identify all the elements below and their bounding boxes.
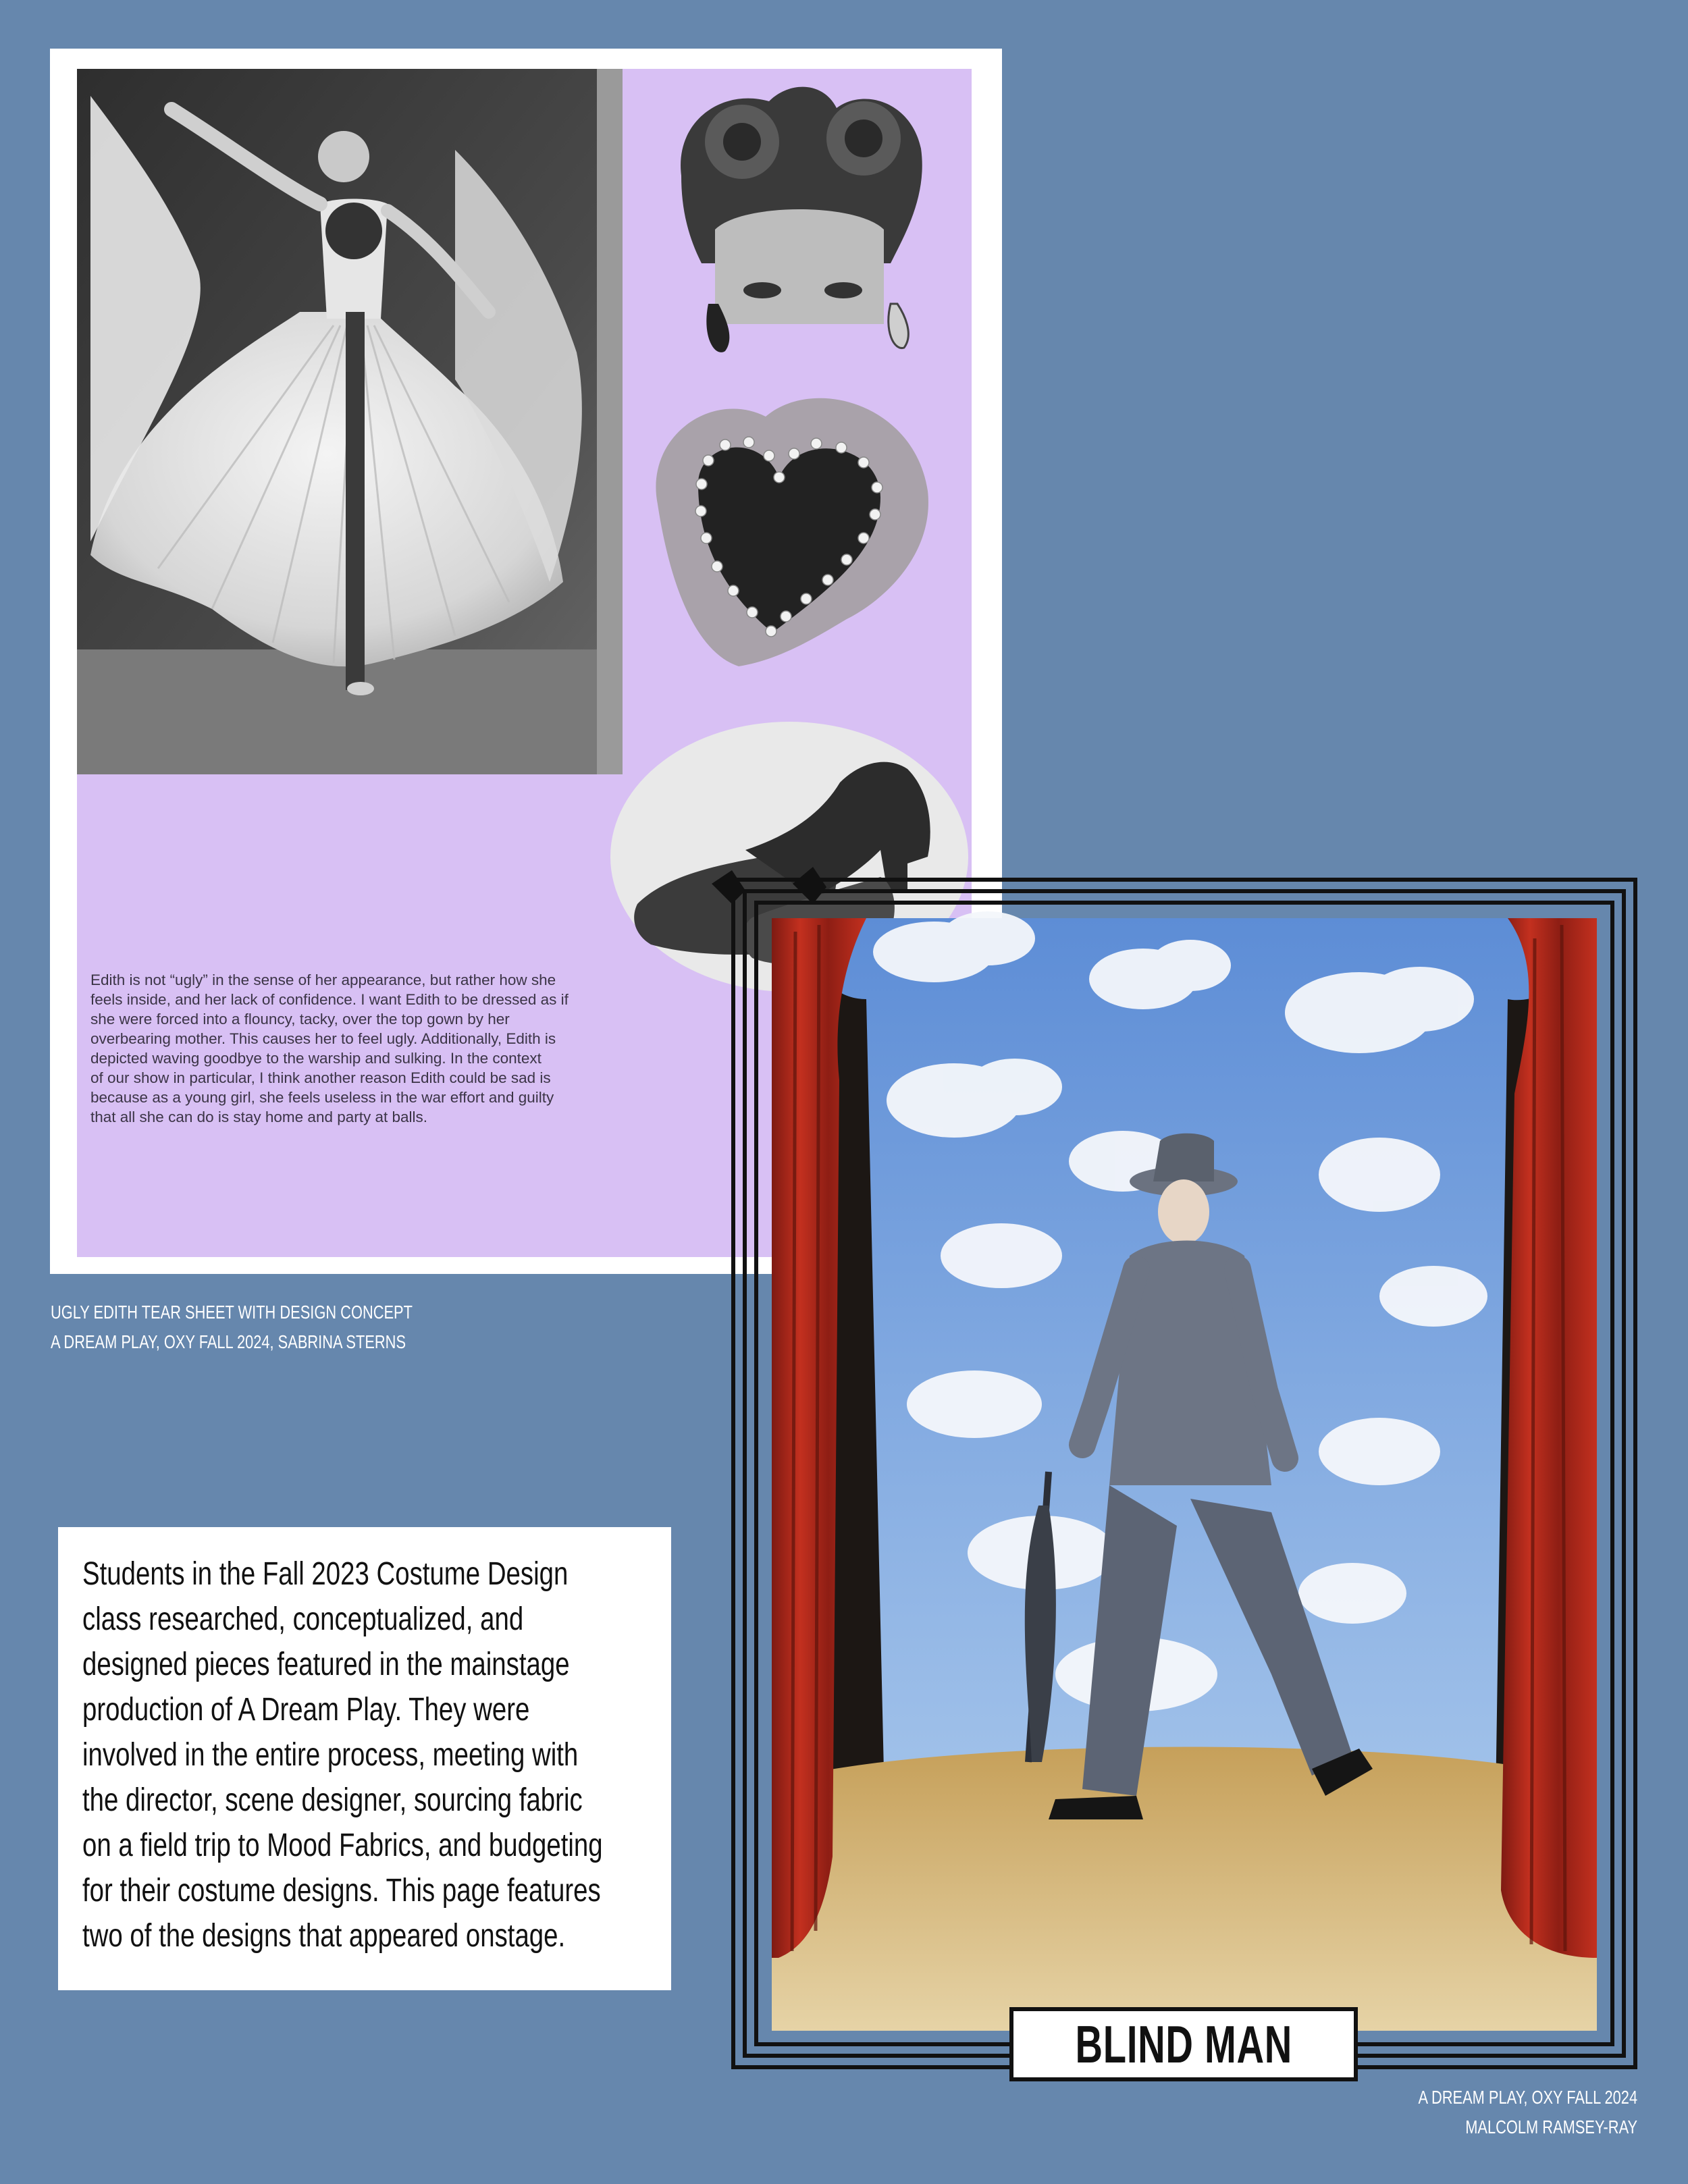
poster-caption-line-1: A DREAM PLAY, OXY FALL 2024	[1418, 2087, 1637, 2108]
student-line: involved in the entire process, meeting with	[82, 1737, 579, 1773]
concept-line: feels inside, and her lack of confidence. I want Edith to be dressed as if	[90, 991, 569, 1008]
poster-caption-line-2: MALCOLM RAMSEY-RAY	[1465, 2116, 1637, 2137]
student-line: designed pieces featured in the mainstage	[82, 1647, 570, 1682]
student-line: Students in the Fall 2023 Costume Design	[82, 1556, 569, 1592]
concept-line: Edith is not “ugly” in the sense of her appearance, but rather how she	[90, 971, 556, 988]
concept-line: that all she can do is stay home and party at balls.	[90, 1109, 428, 1125]
pearl-heart-cutout	[644, 376, 934, 673]
blind-man-poster	[731, 878, 1637, 2069]
student-line: the director, scene designer, sourcing fabric	[82, 1782, 583, 1818]
concept-line: overbearing mother. This causes her to feel ugly. Additionally, Edith is	[90, 1030, 556, 1047]
student-paragraph	[82, 1551, 677, 1959]
student-line: production of A Dream Play. They were	[82, 1692, 530, 1728]
tear-sheet-caption-line-2: A DREAM PLAY, OXY FALL 2024, SABRINA STERNS	[51, 1331, 406, 1352]
hairstyle-cutout	[661, 81, 931, 365]
student-line: on a field trip to Mood Fabrics, and budgeting	[82, 1828, 603, 1863]
poster-title-plate	[1009, 2007, 1358, 2081]
tear-sheet-caption	[51, 1298, 413, 1357]
student-text-box	[58, 1527, 671, 1990]
tear-sheet-caption-line-1: UGLY EDITH TEAR SHEET WITH DESIGN CONCEPT	[51, 1302, 413, 1323]
dancer-photo	[77, 69, 623, 774]
student-line: class researched, conceptualized, and	[82, 1601, 524, 1637]
poster-title: BLIND MAN	[1075, 2014, 1292, 2074]
student-line: for their costume designs. This page features	[82, 1873, 601, 1909]
poster-caption	[1418, 2083, 1637, 2142]
concept-line: of our show in particular, I think another reason Edith could be sad is	[90, 1069, 551, 1086]
student-line: two of the designs that appeared onstage.	[82, 1918, 566, 1954]
concept-line: because as a young girl, she feels useless in the war effort and guilty	[90, 1089, 554, 1106]
concept-line: she were forced into a flouncy, tacky, over the top gown by her	[90, 1011, 510, 1028]
design-concept-text	[90, 970, 631, 1127]
concept-line: depicted waving goodbye to the warship and sulking. In the context	[90, 1050, 542, 1067]
